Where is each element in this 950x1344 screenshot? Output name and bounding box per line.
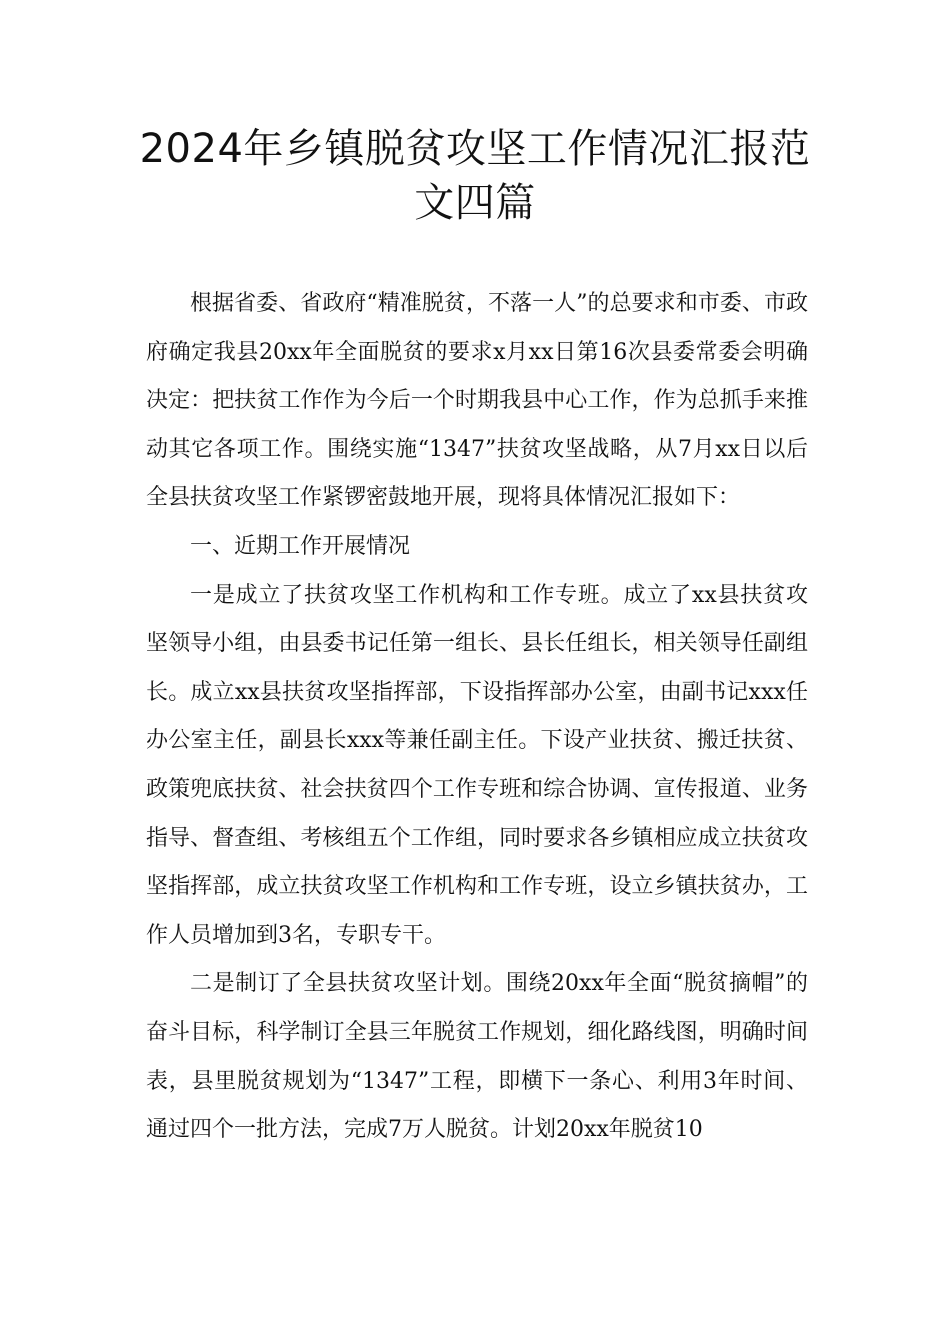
paragraph-intro: 根据省委、省政府“精准脱贫，不落一人”的总要求和市委、市政府确定我县20xx年全面脱贫的要求x月xx日第16次县委常委会明确决定：把扶贫工作作为今后一个时期我县中心工作，作为总抓手来推动其它各项工作。围绕实施“1347”扶贫攻坚战略，从7月xx日以后全县扶贫攻坚工作紧锣密鼓地开展，现将具体情况汇报如下： (146, 291, 808, 511)
section-heading: 一、近期工作开展情况 (190, 533, 411, 559)
paragraph-point-two: 二是制订了全县扶贫攻坚计划。围绕20xx年全面“脱贫摘帽”的奋斗目标，科学制订全县三年脱贫工作规划，细化路线图，明确时间表，县里脱贫规划为“1347”工程，即横下一条心、利用3年时间、通过四个一批方法，完成7万人脱贫。计划20xx年脱贫10 (146, 971, 808, 1143)
paragraph-point-one: 一是成立了扶贫攻坚工作机构和工作专班。成立了xx县扶贫攻坚领导小组，由县委书记任第一组长、县长任组长，相关领导任副组长。成立xx县扶贫攻坚指挥部，下设指挥部办公室，由副书记xxx任办公室主任，副县长xxx等兼任副主任。下设产业扶贫、搬迁扶贫、政策兜底扶贫、社会扶贫四个工作专班和综合协调、宣传报道、业务指导、督查组、考核组五个工作组，同时要求各乡镇相应成立扶贫攻坚指挥部，成立扶贫攻坚工作机构和工作专班，设立乡镇扶贫办，工作人员增加到3名，专职专干。 (146, 582, 808, 948)
document-body (146, 280, 808, 1155)
document-title: 2024年乡镇脱贫攻坚工作情况汇报范文四篇 (139, 126, 811, 226)
